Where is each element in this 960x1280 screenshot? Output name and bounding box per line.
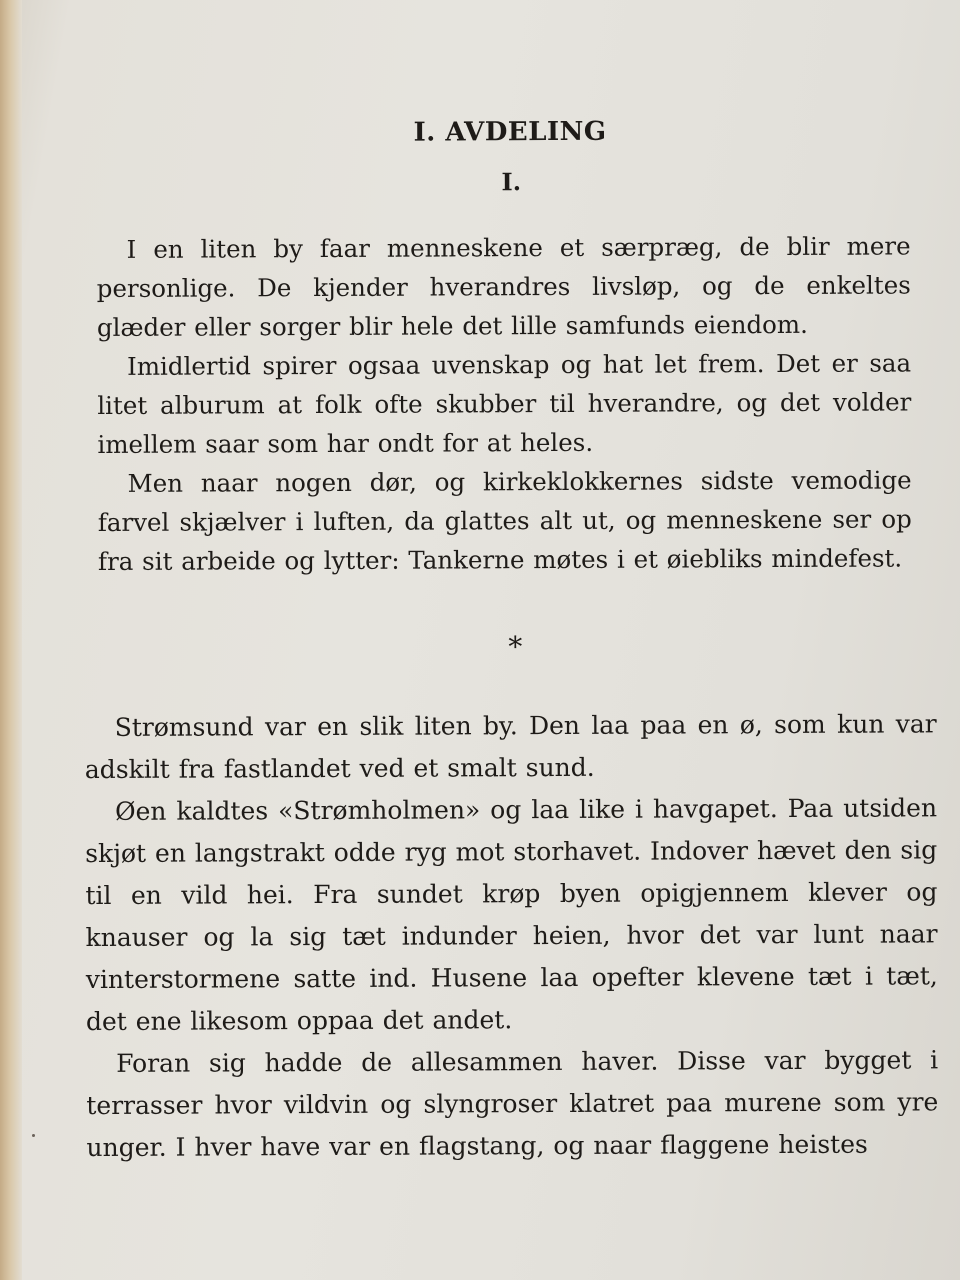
- paragraph: Men naar nogen dør, og kirkeklokkernes sidste vemodige farvel skjælver i luften, da glattes alt ut, og menneskene ser op fra sit arbeide og lytter: Tankerne møtes i et øiebliks mindefest.: [97, 465, 912, 576]
- section-separator: *: [508, 630, 523, 664]
- part-heading: I. AVDELING: [413, 116, 607, 148]
- book-page: [84, 108, 939, 1169]
- chapter-number: I.: [501, 167, 522, 197]
- margin-mark: [32, 1134, 35, 1137]
- section-two: [84, 703, 939, 1169]
- paragraph: Strømsund var en slik liten by. Den laa paa en ø, som kun var adskilt fra fastlandet ved et smalt sund.: [84, 709, 937, 785]
- section-one: [97, 226, 919, 581]
- paragraph: I en liten by faar menneskene et særpræg, de blir mere personlige. De kjender hverandres livsløp, og de enkeltes glæder eller sorger blir hele det lille samfunds eiendom.: [96, 231, 911, 342]
- paragraph: Imidlertid spirer ogsaa uvenskap og hat let frem. Det er saa litet alburum at folk ofte skubber til hverandre, og det volder imellem saar som har ondt for at heles.: [97, 348, 912, 459]
- paragraph: Foran sig hadde de allesammen haver. Disse var bygget i terrasser hvor vildvin og slyngroser klatret paa murene som yre unger. I hver have var en flagstang, og naar flaggene heistes: [86, 1045, 939, 1163]
- paragraph: Øen kaldtes «Strømholmen» og laa like i havgapet. Paa utsiden skjøt en langstrakt odde ryg mot storhavet. Indover hævet den sig til en vild hei. Fra sundet krøp byen opigjennem klever og knauser og la sig tæt indunder heien, hvor det var lunt naar vinterstormene satte ind. Husene laa opefter klevene tæt i tæt, det ene likesom oppaa det andet.: [85, 793, 938, 1037]
- page-edge: [0, 0, 22, 1280]
